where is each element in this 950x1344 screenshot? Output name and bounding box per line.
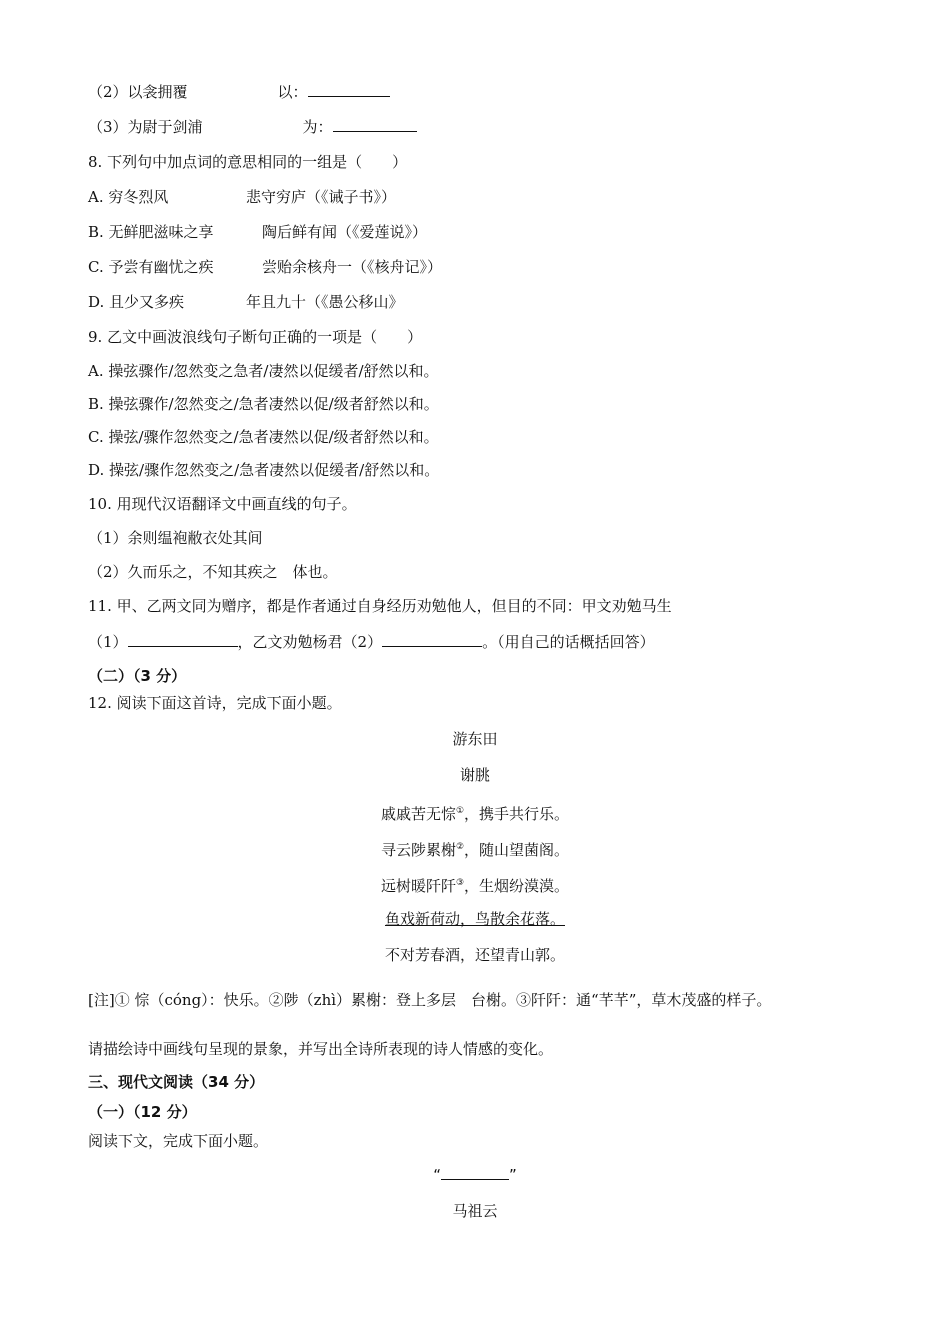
poem-author: 谢朓	[459, 766, 490, 784]
q7-item2-blank[interactable]	[308, 82, 390, 97]
q7-item3-blank[interactable]	[333, 117, 417, 132]
article-author: 马祖云	[452, 1202, 498, 1220]
article-title-blank[interactable]	[441, 1165, 509, 1180]
q11-stem: 11. 甲、乙两文同为赠序，都是作者通过自身经历劝勉他人，但目的不同：甲文劝勉马生	[88, 597, 672, 615]
q7-item2-label: 以：	[277, 83, 308, 101]
q8-d-right: 年且九十（《愚公移山》	[246, 293, 404, 311]
q12-stem: 12. 阅读下面这首诗，完成下面小题。	[88, 694, 342, 712]
q8-option-a[interactable]	[88, 187, 396, 207]
q11-part2: ，乙文劝勉杨君（2）	[237, 633, 383, 651]
article-title-open-quote: “	[433, 1166, 441, 1184]
poem-line-3-b: ，生烟纷漠漠。	[464, 877, 570, 895]
q9-option-c[interactable]: C. 操弦/骤作忽然变之/急者凄然以促/级者舒然以和。	[88, 428, 439, 446]
poem-line-2-b: ，随山望菌阁。	[464, 841, 570, 859]
q11-part3: 。（用自己的话概括回答）	[482, 633, 655, 651]
q11-blank-1[interactable]	[128, 632, 238, 647]
poem-line-3	[0, 873, 950, 896]
poem-line-2-a: 寻云陟累榭	[380, 841, 456, 859]
poem-line-1-a: 戚戚苦无悰	[380, 805, 456, 823]
poem-line-3-a: 远树暖阡阡	[380, 877, 456, 895]
q8-option-c[interactable]	[88, 257, 442, 277]
section3-heading: 三、现代文阅读（34 分）	[88, 1073, 265, 1091]
q8-c-left: C. 予尝有幽忧之疾	[88, 258, 214, 276]
q10-item1: （1）余则缊袍敝衣处其间	[88, 529, 263, 547]
poem-note-mark-1: ①	[455, 806, 465, 816]
q8-a-left: A. 穷冬烈风	[88, 188, 169, 206]
article-title	[0, 1165, 950, 1185]
section2-heading: （二）（3 分）	[88, 667, 187, 685]
poem-line-2	[0, 837, 950, 860]
q7-item2	[88, 82, 390, 102]
poem-note-mark-2: ②	[455, 842, 465, 852]
poem-line-4	[0, 909, 950, 929]
q7-item2-text: （2）以衾拥覆	[88, 83, 188, 101]
q8-b-left: B. 无鲜肥滋味之享	[88, 223, 214, 241]
q10-item2: （2）久而乐之，不知其疾之 体也。	[88, 563, 338, 581]
q9-option-b[interactable]: B. 操弦骤作/忽然变之/急者凄然以促/级者舒然以和。	[88, 395, 439, 413]
q8-c-right: 尝贻余核舟一（《核舟记》）	[262, 258, 443, 276]
q8-b-right: 陶后鲜有闻（《爱莲说》）	[262, 223, 428, 241]
q10-stem: 10. 用现代汉语翻译文中画直线的句子。	[88, 495, 357, 513]
poem-line-4-underlined: 鱼戏新荷动，鸟散余花落。	[384, 910, 565, 928]
q11-part1: （1）	[88, 633, 128, 651]
poem-note: [注]① 悰（cóng）：快乐。②陟（zhì）累榭：登上多层 台榭。③阡阡：通“芊芊”，草木茂盛的样子。	[88, 991, 772, 1009]
section3-sub-heading: （一）（12 分）	[88, 1103, 197, 1121]
q9-option-a[interactable]: A. 操弦骤作/忽然变之急者/凄然以促缓者/舒然以和。	[88, 362, 439, 380]
q9-stem: 9. 乙文中画波浪线句子断句正确的一项是（ ）	[88, 328, 423, 346]
section3-instruction: 阅读下文，完成下面小题。	[88, 1132, 269, 1150]
q8-a-right: 悲守穷庐（《诫子书》）	[246, 188, 397, 206]
article-title-close-quote: ”	[509, 1166, 517, 1184]
q11-answer-line	[88, 632, 655, 652]
poem-line-5: 不对芳春酒，还望青山郭。	[384, 946, 565, 964]
q7-item3-text: （3）为尉于剑浦	[88, 118, 203, 136]
q8-option-d[interactable]	[88, 292, 404, 312]
q8-stem: 8. 下列句中加点词的意思相同的一组是（ ）	[88, 153, 408, 171]
poem-line-1	[0, 801, 950, 824]
q7-item3-label: 为：	[302, 118, 333, 136]
poem-title: 游东田	[452, 730, 498, 748]
poem-note-mark-3: ③	[455, 878, 465, 888]
q12-question: 请描绘诗中画线句呈现的景象，并写出全诗所表现的诗人情感的变化。	[88, 1040, 554, 1058]
poem-line-1-b: ，携手共行乐。	[464, 805, 570, 823]
q7-item3	[88, 117, 417, 137]
q8-option-b[interactable]	[88, 222, 427, 242]
q9-option-d[interactable]: D. 操弦/骤作忽然变之/急者凄然以促缓者/舒然以和。	[88, 461, 440, 479]
q11-blank-2[interactable]	[382, 632, 482, 647]
q8-d-left: D. 且少又多疾	[88, 293, 185, 311]
